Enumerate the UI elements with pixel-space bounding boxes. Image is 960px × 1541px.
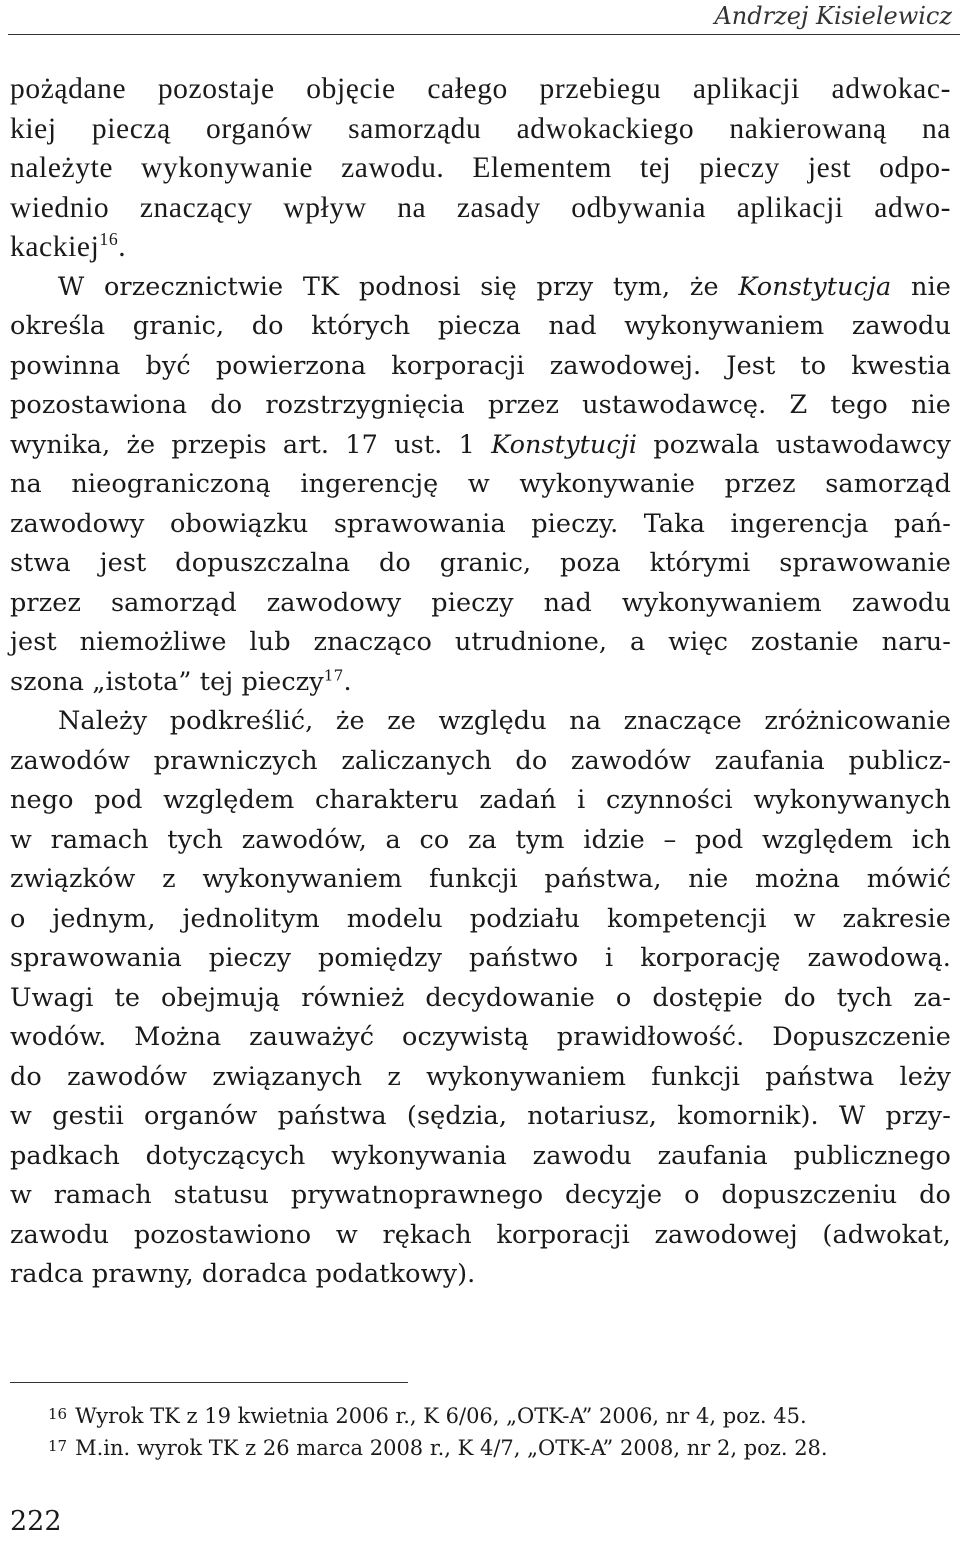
- body-line: należyte wykonywanie zawodu. Elementem tej pieczy jest odpo-: [10, 152, 951, 184]
- body-line: padkach dotyczących wykonywania zawodu zaufania publicznego: [10, 1140, 951, 1171]
- body-line: szona „istota” tej pieczy$^{17}$.: [10, 666, 352, 697]
- footnote-number: 17: [48, 1437, 68, 1455]
- body-line: zawodowy obowiązku sprawowania pieczy. Taka ingerencja pań-: [10, 508, 951, 539]
- body-line: związków z wykonywaniem funkcji państwa, nie można mówić: [10, 864, 951, 894]
- body-line: W orzecznictwie TK podnosi się przy tym, że Konstytucja nie: [58, 271, 951, 302]
- footnote-ref: 17: [323, 666, 344, 684]
- body-line: powinna być powierzona korporacji zawodowej. Jest to kwestia: [10, 350, 951, 381]
- body-line: Należy podkreślić, że ze względu na znaczące zróżnicowanie: [58, 706, 951, 736]
- footnote-separator: [10, 1382, 408, 1383]
- body-line: przez samorząd zawodowy pieczy nad wykonywaniem zawodu: [10, 587, 951, 618]
- body-line: do zawodów związanych z wykonywaniem funkcji państwa leży: [10, 1061, 951, 1092]
- footnote-text: Wyrok TK z 19 kwietnia 2006 r., K 6/06, „OTK-A” 2006, nr 4, poz. 45.: [75, 1404, 807, 1428]
- page-header: [0, 0, 960, 38]
- body-line: stwa jest dopuszczalna do granic, poza którymi sprawowanie: [10, 548, 951, 578]
- body-line: na nieograniczoną ingerencję w wykonywanie przez samorząd: [10, 469, 951, 499]
- body-line: Uwagi te obejmują również decydowanie o dostępie do tych za-: [10, 982, 951, 1013]
- footnote-text: M.in. wyrok TK z 26 marca 2008 r., K 4/7, „OTK-A” 2008, nr 2, poz. 28.: [75, 1436, 828, 1460]
- body-line: w ramach tych zawodów, a co za tym idzie – pod względem ich: [10, 824, 951, 855]
- footnote-16: [48, 1404, 807, 1428]
- body-line: kackiej$^{16}$.: [10, 229, 127, 263]
- body-line: o jednym, jednolitym modelu podziału kompetencji w zakresie: [10, 903, 951, 934]
- footnote-number: 16: [48, 1405, 68, 1423]
- body-text: [10, 70, 951, 1295]
- body-line: zawodów prawniczych zaliczanych do zawodów zaufania publicz-: [10, 745, 951, 776]
- body-line: jest niemożliwe lub znacząco utrudnione, a więc zostanie naru-: [10, 627, 951, 657]
- body-line: sprawowania pieczy pomiędzy państwo i korporację zawodową.: [10, 943, 951, 973]
- body-line: zawodu pozostawiono w rękach korporacji zawodowej (adwokat,: [10, 1219, 951, 1250]
- body-line: w ramach statusu prywatnoprawnego decyzje o dopuszczeniu do: [10, 1180, 951, 1210]
- body-line: radca prawny, doradca podatkowy).: [10, 1259, 476, 1289]
- running-head-author: Andrzej Kisielewicz: [714, 2, 952, 30]
- body-line: wodów. Można zauważyć oczywistą prawidłowość. Dopuszczenie: [10, 1022, 951, 1052]
- body-line: wiednio znaczący wpływ na zasady odbywania aplikacji adwo-: [10, 191, 951, 224]
- footnote-ref: 16: [99, 229, 119, 250]
- footnote-17: [48, 1436, 828, 1460]
- body-line: w gestii organów państwa (sędzia, notariusz, komornik). W przy-: [10, 1101, 951, 1131]
- body-line: kiej pieczą organów samorządu adwokackiego nakierowaną na: [10, 112, 951, 145]
- header-rule: [8, 34, 960, 35]
- body-line: określa granic, do których piecza nad wykonywaniem zawodu: [10, 311, 951, 341]
- page-number: 222: [10, 1506, 62, 1537]
- body-line: pożądane pozostaje objęcie całego przebiegu aplikacji adwokac-: [10, 73, 951, 105]
- body-line: pozostawiona do rozstrzygnięcia przez ustawodawcę. Z tego nie: [10, 390, 951, 420]
- body-line: wynika, że przepis art. 17 ust. 1 Konstytucji pozwala ustawodawcy: [10, 429, 951, 460]
- body-line: nego pod względem charakteru zadań i czynności wykonywanych: [10, 785, 951, 815]
